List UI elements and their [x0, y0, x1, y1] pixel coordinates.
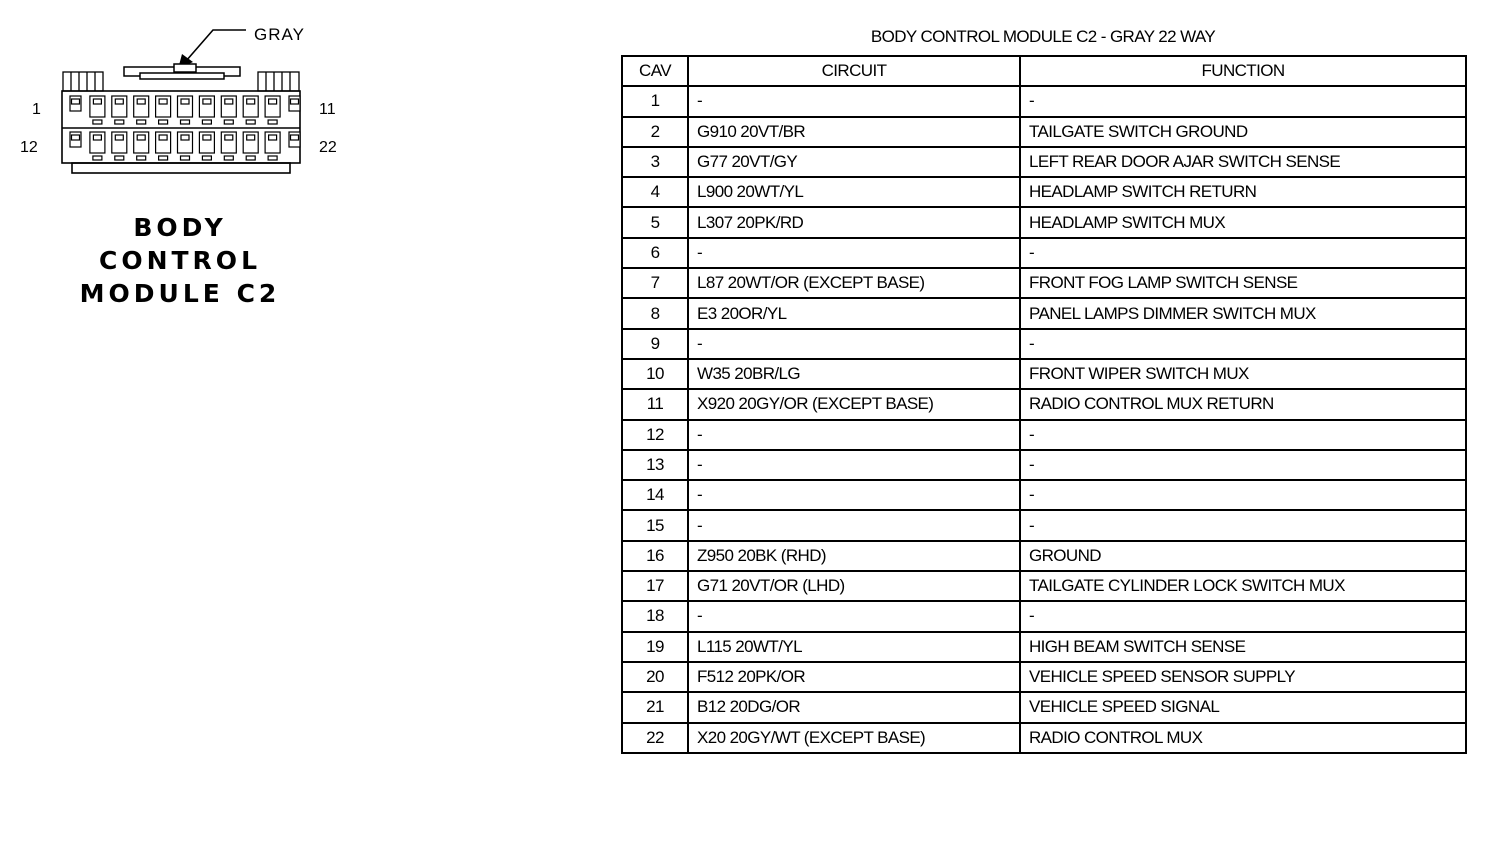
cell-circuit: G910 20VT/BR [688, 117, 1020, 147]
cell-function: - [1020, 329, 1466, 359]
pin-label-1: 1 [32, 101, 41, 118]
table-row [622, 86, 1466, 116]
cell-circuit: E3 20OR/YL [688, 298, 1020, 328]
cavity-terminal [203, 99, 211, 104]
cell-function: HEADLAMP SWITCH RETURN [1020, 177, 1466, 207]
cell-circuit: L307 20PK/RD [688, 207, 1020, 237]
cell-circuit: B12 20DG/OR [688, 692, 1020, 722]
cavity-lock [268, 156, 277, 160]
cell-function: HIGH BEAM SWITCH SENSE [1020, 632, 1466, 662]
cavity-terminal [115, 135, 123, 140]
cavity-lock [268, 120, 277, 124]
header-cav: CAV [622, 56, 688, 86]
table-row [622, 480, 1466, 510]
cell-cav: 4 [622, 177, 688, 207]
cavity-lock [137, 120, 146, 124]
cell-circuit: - [688, 86, 1020, 116]
cavity-lock [181, 120, 190, 124]
cell-cav: 16 [622, 541, 688, 571]
table-row [622, 541, 1466, 571]
cavity-lock [202, 120, 211, 124]
cavity-lock [224, 120, 233, 124]
cavity-terminal [159, 99, 167, 104]
table-row [622, 450, 1466, 480]
cell-cav: 9 [622, 329, 688, 359]
cell-function: FRONT WIPER SWITCH MUX [1020, 359, 1466, 389]
cavity-terminal [72, 99, 80, 104]
cavity-terminal [115, 99, 123, 104]
cell-circuit: L115 20WT/YL [688, 632, 1020, 662]
cell-circuit: L87 20WT/OR (EXCEPT BASE) [688, 268, 1020, 298]
cavity-terminal [291, 135, 299, 140]
table-row [622, 601, 1466, 631]
cavity-terminal [181, 135, 189, 140]
cavity-lock [137, 156, 146, 160]
cell-function: GROUND [1020, 541, 1466, 571]
cavity-terminal [203, 135, 211, 140]
cell-cav: 19 [622, 632, 688, 662]
cavity-terminal [159, 135, 167, 140]
cell-function: - [1020, 450, 1466, 480]
cell-cav: 10 [622, 359, 688, 389]
cavity-terminal [72, 135, 80, 140]
cell-cav: 1 [622, 86, 688, 116]
cavity-terminal [291, 99, 299, 104]
cell-cav: 8 [622, 298, 688, 328]
table-row [622, 692, 1466, 722]
cell-circuit: X20 20GY/WT (EXCEPT BASE) [688, 723, 1020, 753]
connector-latch [124, 64, 240, 79]
cell-function: PANEL LAMPS DIMMER SWITCH MUX [1020, 298, 1466, 328]
cavity-lock [246, 156, 255, 160]
table-row [622, 420, 1466, 450]
cavity-terminal [93, 135, 101, 140]
cell-cav: 15 [622, 510, 688, 540]
table-title: BODY CONTROL MODULE C2 - GRAY 22 WAY [870, 27, 1216, 46]
cell-circuit: G77 20VT/GY [688, 147, 1020, 177]
cell-cav: 2 [622, 117, 688, 147]
table-row [622, 147, 1466, 177]
header-circuit: CIRCUIT [688, 56, 1020, 86]
cavity-lock [115, 156, 124, 160]
table-row [622, 571, 1466, 601]
cavity-terminal [269, 135, 277, 140]
table-row [622, 268, 1466, 298]
cell-function: - [1020, 601, 1466, 631]
table-row [622, 389, 1466, 419]
cell-cav: 20 [622, 662, 688, 692]
cell-cav: 13 [622, 450, 688, 480]
cavity-terminal [93, 99, 101, 104]
cavity-terminal [247, 99, 255, 104]
cell-function: HEADLAMP SWITCH MUX [1020, 207, 1466, 237]
pin-label-11: 11 [319, 101, 336, 118]
cell-function: LEFT REAR DOOR AJAR SWITCH SENSE [1020, 147, 1466, 177]
table-row [622, 662, 1466, 692]
cell-cav: 6 [622, 238, 688, 268]
cell-function: TAILGATE CYLINDER LOCK SWITCH MUX [1020, 571, 1466, 601]
cell-circuit: G71 20VT/OR (LHD) [688, 571, 1020, 601]
cell-cav: 22 [622, 723, 688, 753]
cavity-lock [224, 156, 233, 160]
cell-function: - [1020, 86, 1466, 116]
cavity-lock [181, 156, 190, 160]
cell-circuit: - [688, 329, 1020, 359]
cell-circuit: - [688, 480, 1020, 510]
cell-circuit: Z950 20BK (RHD) [688, 541, 1020, 571]
table-row [622, 177, 1466, 207]
cavity-terminal [225, 99, 233, 104]
cell-function: - [1020, 510, 1466, 540]
cell-function: TAILGATE SWITCH GROUND [1020, 117, 1466, 147]
pin-label-12: 12 [20, 139, 38, 156]
cell-function: - [1020, 420, 1466, 450]
table-row [622, 723, 1466, 753]
pin-label-22: 22 [319, 139, 337, 156]
cell-circuit: - [688, 601, 1020, 631]
table-row [622, 510, 1466, 540]
cell-cav: 11 [622, 389, 688, 419]
cell-cav: 18 [622, 601, 688, 631]
cell-function: VEHICLE SPEED SENSOR SUPPLY [1020, 662, 1466, 692]
cell-circuit: L900 20WT/YL [688, 177, 1020, 207]
cell-circuit: - [688, 510, 1020, 540]
cavity-lock [93, 156, 102, 160]
cell-function: - [1020, 238, 1466, 268]
cavity-lock [115, 120, 124, 124]
cavity-terminal [137, 99, 145, 104]
connector-name-line-1: BODY [133, 213, 227, 242]
cell-cav: 5 [622, 207, 688, 237]
connector-color-label: GRAY [254, 25, 305, 44]
table-row [622, 329, 1466, 359]
connector-name-line-2: CONTROL [98, 246, 261, 275]
table-row [622, 207, 1466, 237]
table-row [622, 117, 1466, 147]
header-function: FUNCTION [1020, 56, 1466, 86]
table-row [622, 359, 1466, 389]
cavity-lock [159, 156, 168, 160]
cell-function: - [1020, 480, 1466, 510]
cavity-lock [246, 120, 255, 124]
cell-cav: 17 [622, 571, 688, 601]
table-row [622, 298, 1466, 328]
cell-cav: 21 [622, 692, 688, 722]
cell-cav: 7 [622, 268, 688, 298]
cell-cav: 14 [622, 480, 688, 510]
cell-circuit: - [688, 238, 1020, 268]
cell-circuit: W35 20BR/LG [688, 359, 1020, 389]
color-callout-arrow [186, 30, 246, 61]
cell-function: FRONT FOG LAMP SWITCH SENSE [1020, 268, 1466, 298]
cell-circuit: F512 20PK/OR [688, 662, 1020, 692]
table-row [622, 632, 1466, 662]
cavity-lock [159, 120, 168, 124]
cavity-terminal [247, 135, 255, 140]
cavity-terminal [181, 99, 189, 104]
cell-circuit: X920 20GY/OR (EXCEPT BASE) [688, 389, 1020, 419]
cell-cav: 3 [622, 147, 688, 177]
cavity-terminal [225, 135, 233, 140]
cavity-terminal [137, 135, 145, 140]
cavity-lock [202, 156, 211, 160]
cell-function: RADIO CONTROL MUX [1020, 723, 1466, 753]
table-row [622, 238, 1466, 268]
cell-function: VEHICLE SPEED SIGNAL [1020, 692, 1466, 722]
connector-name-line-3: MODULE C2 [79, 279, 281, 308]
cell-circuit: - [688, 420, 1020, 450]
cell-cav: 12 [622, 420, 688, 450]
cell-circuit: - [688, 450, 1020, 480]
cavity-lock [93, 120, 102, 124]
cell-function: RADIO CONTROL MUX RETURN [1020, 389, 1466, 419]
cavity-terminal [269, 99, 277, 104]
pinout-table [621, 55, 1467, 754]
table-header-row [622, 56, 1466, 86]
